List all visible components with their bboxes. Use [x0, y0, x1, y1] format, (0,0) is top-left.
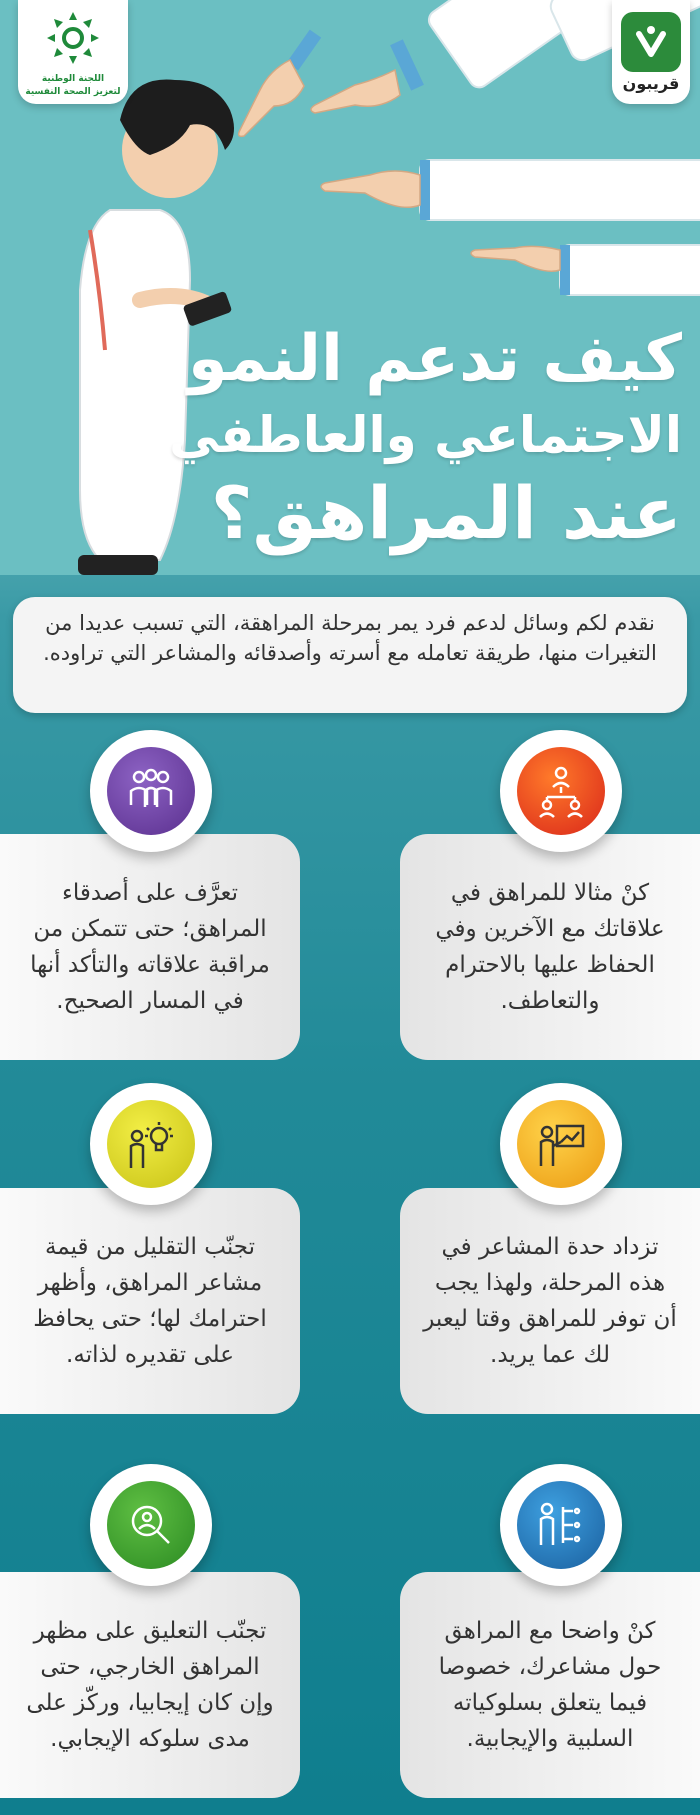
tip-icon-circle [500, 1083, 622, 1205]
hero-section [0, 0, 700, 575]
tip-card [0, 834, 300, 1060]
app-logo-badge [621, 12, 681, 72]
tip-text: تجنّب التعليق على مظهر المراهق الخارجي، حتى وإن كان إيجابيا، وركّز على مدى سلوكه الإيجابي. [26, 1618, 274, 1752]
tip-card [0, 1572, 300, 1798]
presentation-icon [533, 1116, 589, 1172]
hierarchy-icon [533, 763, 589, 819]
check-heart-icon [631, 22, 671, 62]
page-title [162, 318, 682, 556]
tip-text: تعرَّف على أصدقاء المراهق؛ حتى تتمكن من مراقبة علاقاته والتأكد أنها في المسار الصحيح. [30, 880, 270, 1014]
org-name-line2: لتعزيز الصحة النفسية [25, 87, 121, 97]
tip-card [0, 1188, 300, 1414]
group-icon [123, 763, 179, 819]
title-line2: الاجتماعي والعاطفي [169, 406, 682, 464]
org-logo-icon [43, 8, 103, 68]
org-logo-card [18, 0, 128, 104]
tip-text: تجنّب التقليل من قيمة مشاعر المراهق، وأظهر احترامك لها؛ حتى يحافظ على تقديره لذاته. [33, 1234, 267, 1368]
tip-icon-circle [500, 730, 622, 852]
tip-icon-circle [90, 1464, 212, 1586]
behavior-icon [533, 1497, 589, 1553]
tip-card [400, 1572, 700, 1798]
tip-card [400, 1188, 700, 1414]
intro-text: نقدم لكم وسائل لدعم فرد يمر بمرحلة المراهقة، التي تسبب عديدا من التغيرات منها، طريقة تعامله مع أسرته وأصدقائه والمشاعر التي تراوده. [13, 597, 687, 713]
app-name: قريبون [622, 74, 680, 93]
tip-text: كنْ واضحا مع المراهق حول مشاعرك، خصوصا فيما يتعلق بسلوكياته السلبية والإيجابية. [438, 1618, 662, 1752]
tip-card [400, 834, 700, 1060]
idea-icon [123, 1116, 179, 1172]
tip-text: تزداد حدة المشاعر في هذه المرحلة، ولهذا يجب أن توفر للمراهق وقتا ليعبر لك عما يريد. [423, 1234, 677, 1368]
title-line3: عند المراهق؟ [210, 471, 682, 555]
tip-icon-circle [90, 1083, 212, 1205]
tip-icon-circle [500, 1464, 622, 1586]
org-name-line1: اللجنة الوطنية [41, 74, 105, 84]
app-logo-card [612, 0, 690, 104]
tip-icon-circle [90, 730, 212, 852]
search-person-icon [123, 1497, 179, 1553]
title-line1: كيف تدعم النمو [187, 322, 682, 396]
tip-text: كنْ مثالا للمراهق في علاقاتك مع الآخرين وفي الحفاظ عليها بالاحترام والتعاطف. [435, 880, 665, 1014]
